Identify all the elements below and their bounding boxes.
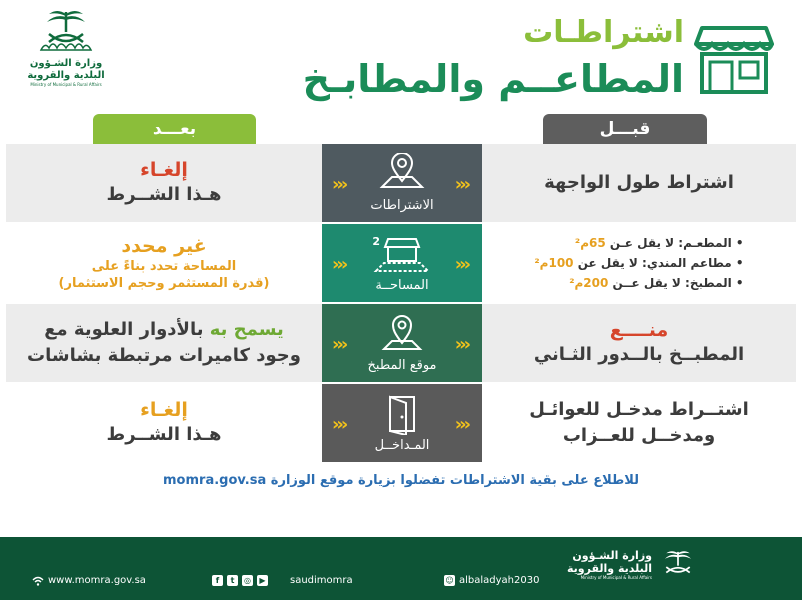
row3-before-cell bbox=[482, 304, 796, 382]
palm-swords-emblem-icon bbox=[37, 6, 95, 56]
palm-swords-emblem-icon bbox=[658, 545, 698, 585]
shop-area-icon bbox=[372, 233, 432, 275]
map-pin-gear-icon bbox=[376, 153, 428, 195]
chevron-left-icon: ‹‹‹ bbox=[454, 174, 468, 195]
row4-before-text2: ومدخــل للعــزاب bbox=[562, 425, 716, 446]
row1-before-cell bbox=[482, 144, 796, 222]
footer-hashtag[interactable] bbox=[444, 575, 539, 586]
footer-website-text: www.momra.gov.sa bbox=[48, 575, 146, 586]
area-badge: 2 bbox=[372, 235, 380, 248]
visit-website-link[interactable]: للاطلاع على بقية الاشتراطات تفضلوا بزيارة موقع الوزارة momra.gov.sa bbox=[163, 473, 639, 488]
row3-before-text: المطبــخ بالــدور الثـاني bbox=[533, 344, 745, 365]
row4-middle-cell bbox=[322, 384, 482, 462]
footer-social-handle[interactable] bbox=[290, 575, 353, 586]
footer-website[interactable] bbox=[32, 575, 146, 586]
logo-line1: وزارة الشـؤون bbox=[29, 58, 103, 69]
youtube-icon[interactable]: ▶ bbox=[257, 575, 268, 586]
row-area bbox=[6, 224, 796, 302]
twitter-icon[interactable]: t bbox=[227, 575, 238, 586]
row2-before-cell bbox=[482, 224, 796, 302]
column-header-before: قبـــل bbox=[543, 114, 707, 144]
row3-before-head: منــــع bbox=[609, 319, 669, 341]
row4-after-cell bbox=[6, 384, 322, 462]
row2-after-text1: المساحة تحدد بناءً على bbox=[91, 259, 237, 274]
logo-line3: Ministry of Municipal & Rural Affairs bbox=[30, 82, 102, 87]
footer-social-icons bbox=[212, 575, 268, 586]
row-kitchen-location bbox=[6, 304, 796, 382]
row3-middle-label: موقع المطبخ bbox=[367, 358, 437, 373]
footer-logo-line3: Ministry of Municipal & Rural Affairs bbox=[580, 575, 652, 580]
row4-after-head: إلغـاء bbox=[140, 399, 188, 421]
chevron-left-icon: ‹‹‹ bbox=[332, 254, 346, 275]
row3-middle-cell bbox=[322, 304, 482, 382]
chevron-left-icon: ‹‹‹ bbox=[332, 174, 346, 195]
list-item: • مطاعم المندي: لا يقل عن 100م² bbox=[534, 253, 743, 273]
logo-line2: البلدية والقروية bbox=[27, 70, 105, 81]
row4-middle-label: المـداخــل bbox=[374, 438, 430, 453]
row1-middle-label: الاشتراطات bbox=[370, 198, 434, 213]
door-icon bbox=[382, 393, 422, 435]
footer-hashtag-text: albaladyah2030 bbox=[459, 575, 540, 586]
title-line1: اشتراطـات bbox=[523, 15, 684, 50]
row2-middle-label: المساحــة bbox=[375, 278, 429, 293]
location-pin-icon bbox=[376, 313, 428, 355]
row4-after-text: هـذا الشــرط bbox=[106, 424, 222, 445]
row2-after-head: غير محدد bbox=[121, 235, 207, 257]
chevron-left-icon: ‹‹‹ bbox=[454, 334, 468, 355]
facebook-icon[interactable]: f bbox=[212, 575, 223, 586]
column-header-after: بعـــد bbox=[93, 114, 256, 144]
chevron-left-icon: ‹‹‹ bbox=[454, 254, 468, 275]
row1-after-head: إلغـاء bbox=[140, 159, 188, 181]
row3-after-text2: وجود كاميرات مرتبطة بشاشات bbox=[27, 345, 301, 366]
row2-before-list bbox=[534, 233, 743, 293]
row1-middle-cell bbox=[322, 144, 482, 222]
chevron-left-icon: ‹‹‹ bbox=[454, 414, 468, 435]
instagram-icon[interactable]: ◎ bbox=[242, 575, 253, 586]
row2-after-text2: (قدرة المستثمر وحجم الاستثمار) bbox=[58, 276, 270, 291]
ministry-logo bbox=[20, 6, 112, 102]
chevron-left-icon: ‹‹‹ bbox=[332, 334, 346, 355]
row4-before-cell bbox=[482, 384, 796, 462]
row3-after-cell bbox=[6, 304, 322, 382]
row4-before-text1: اشتــراط مدخـل للعوائـل bbox=[529, 399, 749, 420]
row1-before-text: اشتراط طول الواجهة bbox=[544, 172, 734, 193]
storefront-icon bbox=[694, 24, 774, 96]
page-title bbox=[303, 12, 684, 104]
row1-after-text: هـذا الشــرط bbox=[106, 184, 222, 205]
row2-middle-cell bbox=[322, 224, 482, 302]
footer-handle-text: saudimomra bbox=[290, 575, 353, 586]
wifi-icon bbox=[32, 576, 44, 586]
footer bbox=[0, 537, 802, 600]
row2-after-cell bbox=[6, 224, 322, 302]
list-item: • المطعـم: لا يقل عـن 65م² bbox=[534, 233, 743, 253]
chevron-left-icon: ‹‹‹ bbox=[332, 414, 346, 435]
snapchat-icon: ☺ bbox=[445, 576, 454, 585]
list-item: • المطبخ: لا يقل عــن 200م² bbox=[534, 273, 743, 293]
footer-logo-line1: وزارة الشـؤون bbox=[572, 549, 652, 562]
row-conditions bbox=[6, 144, 796, 222]
row3-after-line1: يسمح به بالأدوار العلوية مع bbox=[44, 319, 284, 340]
title-line2: المطاعــم والمطابـخ bbox=[302, 57, 684, 101]
row-entrances bbox=[6, 384, 796, 462]
row1-after-cell bbox=[6, 144, 322, 222]
footer-logo-line2: البلدية والقروية bbox=[566, 562, 652, 575]
footer-logo-text bbox=[567, 549, 652, 581]
